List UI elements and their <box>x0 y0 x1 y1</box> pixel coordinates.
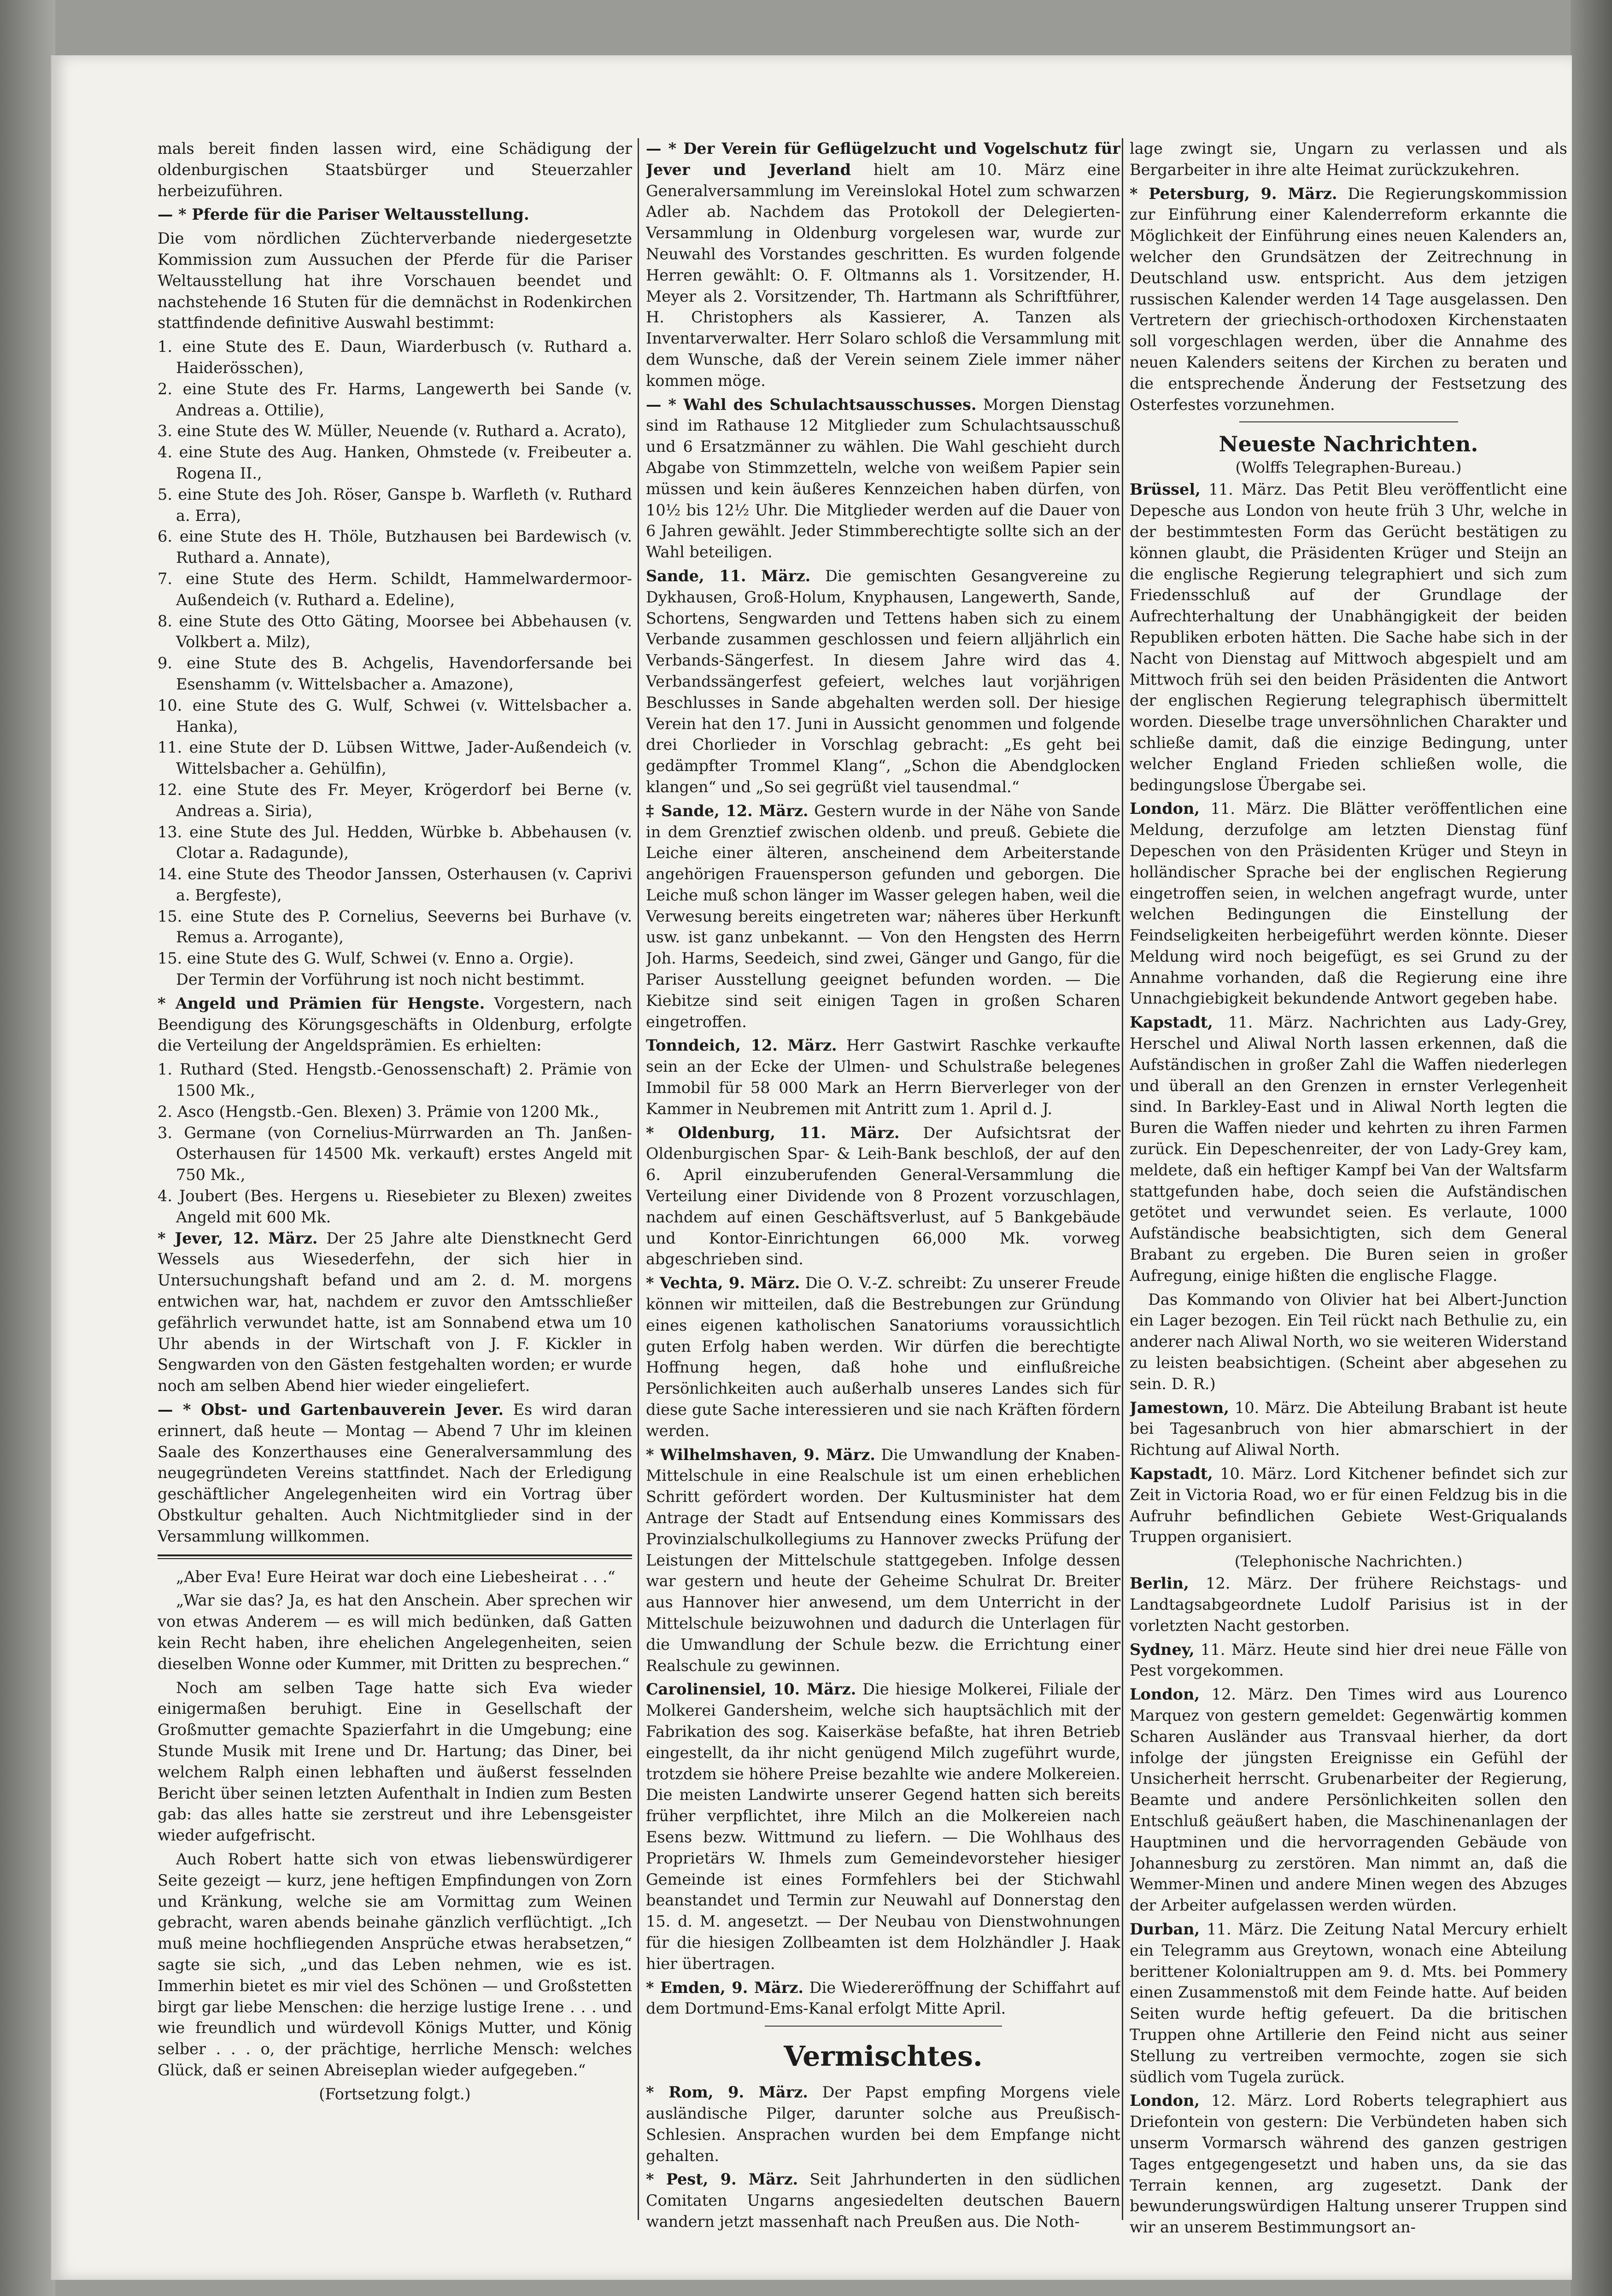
article-text: Die gemischten Gesangvereine zu Dykhausen, Groß-Holum, Knyphausen, Langewerth, Sande, Schortens, Sengwarden und Tettens haben sich zu einem Verbande zusammen geschlossen und feiern alljährlich ein Verbands-Sängerfest. In diesem Jahre wird das 4. Verbandssängerfest gefeiert, welches laut vorjährigen Beschlusses in Sande abgehalten werden soll. Der hiesige Verein hat den 17. Juni in Aussicht genommen und folgende drei Chorlieder in Vorschlag gebracht: „Es geht bei gedämpfter Trommel Klang“, „Schon die Abendglocken klangen“ und „So sei gegrüßt viel tausendmal.“ <box>646 567 1120 796</box>
article-title: Tonndeich, 12. März. <box>646 1036 837 1055</box>
list-item: 4. Joubert (Bes. Hergens u. Riesebieter zu Blexen) zweites Angeld mit 600 Mk. <box>158 1187 632 1226</box>
article-title: Brüssel, <box>1130 480 1201 499</box>
feuilleton-divider <box>158 1554 632 1559</box>
article-kapstadt-2 <box>1130 1463 1567 1548</box>
section-subheading: (Telephonische Nachrichten.) <box>1234 1552 1463 1571</box>
article-london-1 <box>1130 798 1567 1009</box>
article-pferde <box>158 204 632 225</box>
article-wilhelmshaven <box>646 1444 1120 1677</box>
article-text: Vorgestern, nach Beendigung des Körungsgeschäfts in Oldenburg, erfolgte die Verteilung der Angeldsprämien. Es erhielten: <box>158 994 632 1055</box>
article-text: 10. März. Die Abteilung Brabant ist heute bei Tagesanbruch von hier abmarschiert in der Richtung auf Aliwal North. <box>1130 1398 1567 1459</box>
article-title: * Emden, 9. März. <box>646 1978 804 1997</box>
article-title: * Pest, 9. März. <box>646 2170 798 2189</box>
article-tonndeich <box>646 1035 1120 1119</box>
article-text: Der Aufsichtsrat der Oldenburgischen Spar- & Leih-Bank beschloß, der auf den 6. April einzuberufenden General-Versammlung die Verteilung einer Dividende von 8 Prozent vorzuschlagen, nachdem auf einen Geschäftsverlust, auf 5 Bankgebäude und Kontor-Einrichtungen 66,000 Mk. vorweg abgeschrieben sind. <box>646 1123 1120 1268</box>
list-item: 12. eine Stute des Fr. Meyer, Krögerdorf bei Berne (v. Andreas a. Siria), <box>158 780 632 820</box>
novel-paragraph: „War sie das? Ja, es hat den Anschein. Aber sprechen wir von etwas Anderem — es will mich bedünken, daß Gatten kein Recht haben, ihre ehelichen Angelegenheiten, seien dieselben Wonne oder Kummer, mit Dritten zu besprechen.“ <box>158 1591 632 1673</box>
article-text: Gestern wurde in der Nähe von Sande in dem Grenztief zwischen oldenb. und preuß. Gebiete die Leiche einer älteren, anscheinend dem Arbeiterstande angehörigen Frauensperson gefunden und geborgen. Die Leiche muß schon länger im Wasser gelegen haben, weil die Verwesung bereits eingetreten war; näheres über Herkunft usw. ist ganz unbekannt. — Von den Hengsten des Herrn Joh. Harms, Seedeich, sind zwei, Gänger und Gango, für die Pariser Ausstellung geeignet befunden worden. — Die Kiebitze sind seit einigen Tagen in großen Scharen eingetroffen. <box>646 801 1120 1031</box>
article-title: Sande, 11. März. <box>646 567 811 585</box>
article-title: — * Wahl des Schulachtsausschusses. <box>646 395 977 414</box>
article-text: Die Regierungskommission zur Einführung einer Kalenderreform erkannte die Möglichkeit der Einführung eines neuen Kalenders an, welcher den Grundsätzen der Zeitrechnung in Deutschland usw. entspricht. Aus dem jetzigen russischen Kalender werden 14 Tage ausgelassen. Den Vertretern der griechisch-orthodoxen Kirchenstaaten soll vorgeschlagen werden, über die Annahme des neuen Kalenders seitens der Kirchen zu beraten und die entsprechende Änderung der Festsetzung des Osterfestes vorzunehmen. <box>1130 184 1567 414</box>
article-text: 10. März. Lord Kitchener befindet sich zur Zeit in Victoria Road, wo er für einen Feldzug bis in die Aufruhr befindlichen Gebiete West-Griqualands Truppen organisiert. <box>1130 1465 1567 1546</box>
list-item: 1. eine Stute des E. Daun, Wiarderbusch (v. Ruthard a. Haiderösschen), <box>158 338 632 377</box>
novel-paragraph: Auch Robert hatte sich von etwas liebenswürdigerer Seite gezeigt — kurz, jene heftigen Empfindungen von Zorn und Kränkung, welche sie am Vormittag zum Weinen gebracht, waren abends beinahe gänzlich verflüchtigt. „Ich muß meine hochfliegenden Ansprüche etwas herabsetzen,“ sagte sie sich, „und das Leben nehmen, wie es ist. Immerhin bietet es mir viel des Schönen — und Großstetten birgt gar liebe Menschen: die herzige lustige Irene . . . und wie freundlich und würdevoll Königs Mutter, und König selber . . . o, der prächtige, herrliche Mensch: welches Glück, daß er seinen Abreiseplan wieder aufgegeben.“ <box>158 1850 632 2079</box>
article-text: Morgen Dienstag sind im Rathause 12 Mitglieder zum Schulachtsausschuß und 6 Ersatzmänner zu wählen. Die Wahl geschieht durch Abgabe von Stimmzetteln, welche von weißem Papier sein müssen und kein äußeres Kennzeichen haben dürfen, von 10½ bis 12½ Uhr. Die Mitglieder werden auf die Dauer von 6 Jahren gewählt. Jeder Stimmberechtigte sollte sich an der Wahl beteiligen. <box>646 395 1120 561</box>
article-london-3 <box>1130 2090 1567 2238</box>
article-vechta <box>646 1273 1120 1441</box>
novel-paragraph: „Aber Eva! Eure Heirat war doch eine Liebesheirat . . .“ <box>176 1567 615 1586</box>
article-text: Der Papst empfing Morgens viele ausländische Pilger, darunter solche aus Preußisch-Schlesien. Ansprachen wurden bei dem Empfange nicht gehalten. <box>646 2083 1120 2165</box>
list-item: 2. eine Stute des Fr. Harms, Langewerth bei Sande (v. Andreas a. Ottilie), <box>158 380 632 419</box>
article-title: * Oldenburg, 11. März. <box>646 1123 900 1142</box>
article-durban <box>1130 1919 1567 2087</box>
article-text: Die O. V.-Z. schreibt: Zu unserer Freude können wir mitteilen, daß die Bestrebungen zur Gründung eines eigenen katholischen Sanatoriums voraussichtlich guten Erfolg haben werden. Wir dürfen die berechtigte Hoffnung hegen, daß hohe und einflußreiche Persönlichkeiten auch außerhalb unseres Landes sich für diese gute Sache interessieren und sie nach Kräften fördern werden. <box>646 1274 1120 1440</box>
article-title: Durban, <box>1130 1920 1200 1938</box>
list-item: 5. eine Stute des Joh. Röser, Ganspe b. Warfleth (v. Ruthard a. Erra), <box>158 485 632 525</box>
article-verein <box>646 138 1120 391</box>
article-text: 11. März. Die Zeitung Natal Mercury erhielt ein Telegramm aus Greytown, wonach eine Abteilung berittener Kolonialtruppen am 9. d. Mts. bei Pommery einen Zusammenstoß mit dem Feinde hatte. Auf beiden Seiten wurde heftig gefeuert. Da die britischen Truppen ohne Artillerie den Feind nicht aus seiner Stellung zu vertreiben vermochte, zogen sie sich südlich vom Tugela zurück. <box>1130 1920 1567 2086</box>
list-item: 13. eine Stute des Jul. Hedden, Würbke b. Abbehausen (v. Clotar a. Radagunde), <box>158 823 632 862</box>
article-text: Die vom nördlichen Züchterverbande niedergesetzte Kommission zum Aussuchen der Pferde für die Pariser Weltausstellung hat ihre Vorschauen beendet und nachstehende 16 Stuten für die demnächst in Rodenkirchen stattfindende definitive Auswahl bestimmt: <box>158 229 632 332</box>
list-item: 10. eine Stute des G. Wulf, Schwei (v. Wittelsbacher a. Hanka), <box>158 696 632 736</box>
article-title: Jamestown, <box>1130 1398 1229 1417</box>
list-item: 8. eine Stute des Otto Gäting, Moorsee bei Abbehausen (v. Volkbert a. Milz), <box>158 612 632 651</box>
article-petersburg <box>1130 183 1567 415</box>
article-berlin <box>1130 1573 1567 1636</box>
article-title: London, <box>1130 800 1200 818</box>
article-text: 11. März. Die Blätter veröffentlichen eine Meldung, derzufolge am letzten Dienstag fünf Depeschen von den Präsidenten Krüger und Steyn in holländischer Sprache bei der englischen Regierung eingetroffen seien, in welchen angefragt wurde, unter welchen Bedingungen die Einstellung der Feindseligkeiten herbeigeführt werden könnte. Dieser Meldung wird noch beigefügt, es sei Grund zu der Annahme vorhanden, daß die Regierung eine ihre Unnachgiebigkeit bekundende Antwort gegeben habe. <box>1130 800 1567 1008</box>
article-text: lage zwingt sie, Ungarn zu verlassen und als Bergarbeiter in ihre alte Heimat zurückzukehren. <box>1130 140 1567 179</box>
article-title: — * Pferde für die Pariser Weltausstellung. <box>158 205 529 224</box>
article-angeld <box>158 993 632 1056</box>
article-kapstadt-1 <box>1130 1012 1567 1286</box>
column-3 <box>1130 138 1567 2257</box>
article-title: — * Der Verein für Geflügelzucht und Vogelschutz für Jever und Jeverland <box>646 140 1120 179</box>
article-title: * Vechta, 9. März. <box>646 1274 800 1292</box>
article-title: Kapstadt, <box>1130 1013 1213 1032</box>
article-title: * Wilhelmshaven, 9. März. <box>646 1445 875 1464</box>
article-title: Sydney, <box>1130 1640 1195 1659</box>
article-sande-1 <box>646 566 1120 798</box>
list-item: 7. eine Stute des Herm. Schildt, Hammelwardermoor-Außendeich (v. Ruthard a. Edeline), <box>158 569 632 609</box>
article-text: hielt am 10. März eine Generalversammlung im Vereinslokal Hotel zum schwarzen Adler ab. Nachdem das Protokoll der Delegierten-Versammlung in Oldenburg vorgelesen war, wurde zur Neuwahl des Vorstandes geschritten. Es wurden folgende Herren gewählt: O. F. Oltmanns als 1. Vorsitzender, H. Meyer als 2. Vorsitzender, Th. Hartmann als Schriftführer, H. Christophers als Kassierer, A. Tanzen als Inventarverwalter. Herr Solaro schloß die Versammlung mit dem Wunsche, daß der Verein seinem Ziele immer näher kommen möge. <box>646 160 1120 390</box>
article-title: * Rom, 9. März. <box>646 2083 808 2102</box>
section-heading: Vermischtes. <box>784 2040 983 2073</box>
list-item: 15. eine Stute des P. Cornelius, Seeverns bei Burhave (v. Remus a. Arrogante), <box>158 907 632 946</box>
article-london-2 <box>1130 1684 1567 1916</box>
article-text: Die hiesige Molkerei, Filiale der Molkerei Gandersheim, welche sich hauptsächlich mit der Fabrikation des sog. Kaiserkäse befaßte, hat ihren Betrieb eingestellt, da ihr nicht genügend Milch zugeführt wurde, trotzdem sie höhere Preise bezahlte wie andere Molkereien. Die meisten Landwirte unserer Gegend hatten sich bereits früher verpflichtet, ihre Milch an die Molkereien nach Esens bezw. Wittmund zu liefern. — Die Wohlhaus des Proprietärs W. Ihmels zum Gemeindevorsteher hiesiger Gemeinde ist eines Formfehlers bei der Stichwahl beanstandet und Termin zur Neuwahl auf Donnerstag den 15. d. M. angesetzt. — Der Neubau von Dienstwohnungen für die hiesigen Zollbeamten ist dem Holzhändler J. Haak hier übertragen. <box>646 1680 1120 1973</box>
article-text: 12. März. Lord Roberts telegraphiert aus Driefontein von gestern: Die Verbündeten haben sich unserm Vormarsch während des ganzen gestrigen Tages entgegengesetzt und haben uns, da sie das Terrain kennen, arg zugesetzt. Dank der bewunderungswürdigen Haltung unserer Truppen sind wir an unserem Bestimmungsort an- <box>1130 2092 1567 2237</box>
list-item: 2. Asco (Hengstb.-Gen. Blexen) 3. Prämie von 1200 Mk., <box>158 1102 599 1121</box>
article-oldenburg <box>646 1122 1120 1270</box>
article-carolinensiel <box>646 1679 1120 1974</box>
article-title: * Jever, 12. März. <box>158 1229 318 1247</box>
article-text: 12. März. Der frühere Reichstags- und Landtagsabgeordnete Ludolf Parisius ist in der vorletzten Nacht gestorben. <box>1130 1574 1567 1635</box>
section-heading: Neueste Nachrichten. <box>1219 432 1478 457</box>
article-wahl <box>646 394 1120 563</box>
scan-left-edge <box>0 0 55 2296</box>
column-2 <box>646 138 1120 2257</box>
article-rom <box>646 2082 1120 2166</box>
article-text: 11. März. Das Petit Bleu veröffentlicht eine Depesche aus London von heute früh 3 Uhr, welche in der bestimmtesten Form das Gerücht bestätigen zu können glaubt, die Präsidenten Krüger und Steijn an die englische Regierung telegraphiert und sich zum Friedensschluß auf der Grundlage der Aufrechterhaltung der Unabhängigkeit der beiden Republiken erboten hätten. Die Sache habe sich in der Nacht von Dienstag auf Mittwoch abgespielt und am Mittwoch früh sei den beiden Präsidenten die Antwort der englischen Regierung telegraphisch übermittelt worden. Dieselbe trage unversöhnlichen Charakter und schließe damit, daß die einzige Bedingung, unter welcher England Frieden schließen wolle, die bedingungslose Übergabe sei. <box>1130 480 1567 794</box>
article-kommando: Das Kommando von Olivier hat bei Albert-Junction ein Lager bezogen. Ein Teil rückt nach Bethulie zu, ein anderer nach Aliwal North, wo sie weiteren Widerstand zu leisten beabsichtigen. (Scheint aber abgesehen zu sein. D. R.) <box>1130 1290 1567 1393</box>
list-item: 15. eine Stute des G. Wulf, Schwei (v. Enno a. Orgie). <box>158 949 574 968</box>
article-title: Kapstadt, <box>1130 1465 1213 1483</box>
article-jamestown <box>1130 1397 1567 1461</box>
article-text: Herr Gastwirt Raschke verkaufte sein an der Ecke der Ulmen- und Schulstraße belegenes Immobil für 58 000 Mark an Herrn Bierverleger von der Kammer in Neubremen mit Antritt zum 1. April d. J. <box>646 1036 1120 1118</box>
list-item: 11. eine Stute der D. Lübsen Wittwe, Jader-Außendeich (v. Wittelsbacher a. Gehülfin), <box>158 738 632 778</box>
article-title: Berlin, <box>1130 1574 1189 1593</box>
newspaper-page <box>51 55 1572 2280</box>
article-obst <box>158 1399 632 1547</box>
article-text: Es wird daran erinnert, daß heute — Montag — Abend 7 Uhr im kleinen Saale des Konzerthauses eine Generalversammlung des neugegründeten Vereins stattfindet. Nach der Erledigung geschäftlicher Angelegenheiten wird ein Vortrag über Obstkultur gehalten. Auch Nichtmitglieder sind in der Versammlung willkommen. <box>158 1401 632 1545</box>
article-bruessel <box>1130 479 1567 795</box>
continuation-note: (Fortsetzung folgt.) <box>319 2085 471 2103</box>
column-rule <box>1122 138 1123 2220</box>
list-item: 6. eine Stute des H. Thöle, Butzhausen bei Bardewisch (v. Ruthard a. Annate), <box>158 527 632 567</box>
article-title: — * Obst- und Gartenbauverein Jever. <box>158 1401 504 1419</box>
article-emden <box>646 1977 1120 2020</box>
article-text: 12. März. Den Times wird aus Lourenco Marquez von gestern gemeldet: Gegenwärtig kommen Scharen Ausländer aus Transvaal hierher, da dort infolge der jüngsten Ereignisse ein Gefühl der Unsicherheit herrscht. Grubenarbeiter der Regierung, Beamte und andere Persönlichkeiten sollen den Entschluß geäußert haben, die Maschinenanlagen der Hauptminen und die hervorragenden Gebäude von Johannesburg zu zerstören. Man nimmt an, daß die Wemmer-Minen und andere Minen wegen des Abzuges der Arbeiter aufgelassen werden würden. <box>1130 1685 1567 1915</box>
scan-right-edge <box>1571 0 1612 2296</box>
article-title: London, <box>1130 1685 1200 1704</box>
article-title: ‡ Sande, 12. März. <box>646 801 809 820</box>
article-text: Der Termin der Vorführung ist noch nicht bestimmt. <box>176 970 585 989</box>
article-sydney <box>1130 1639 1567 1682</box>
list-item: 9. eine Stute des B. Achgelis, Havendorfersande bei Esenshamm (v. Wittelsbacher a. Amazone), <box>158 654 632 693</box>
article-text: Der 25 Jahre alte Dienstknecht Gerd Wessels aus Wiesederfehn, der sich hier in Untersuchungshaft befand und am 2. d. M. morgens entwichen war, hat, nachdem er zuvor den Amtsschließer gefährlich verwundet hatte, ist am Sonnabend etwa um 10 Uhr abends in der Wirtschaft von J. F. Kickler in Sengwarden von den Gästen festgehalten worden; er wurde noch am selben Abend hier wieder eingeliefert. <box>158 1229 632 1395</box>
article-title: * Angeld und Prämien für Hengste. <box>158 994 485 1012</box>
article-title: London, <box>1130 2092 1200 2110</box>
article-text: 11. März. Heute sind hier drei neue Fälle von Pest vorgekommen. <box>1130 1640 1567 1680</box>
list-item: 1. Ruthard (Sted. Hengstb.-Genossenschaft) 2. Prämie von 1500 Mk., <box>158 1060 632 1100</box>
angeld-list <box>158 1059 632 1227</box>
novel-paragraph: Noch am selben Tage hatte sich Eva wieder einigermaßen beruhigt. Eine in Gesellschaft der Großmutter gemachte Spazierfahrt in die Umgebung; eine Stunde Musik mit Irene und Dr. Hartung; das Diner, bei welchem Ralph einen lebhaften und äußerst fesselnden Bericht über seinen letzten Aufenthalt in Indien zum Besten gab: das alles hatte sie zerstreut und ihre Lebensgeister wieder aufgefrischt. <box>158 1678 632 1845</box>
list-item: 3. Germane (von Cornelius-Mürrwarden an Th. Janßen-Osterhausen für 14500 Mk. verkauft) erstes Angeld mit 750 Mk., <box>158 1123 632 1184</box>
column-rule <box>638 138 639 2220</box>
stuten-list <box>158 336 632 969</box>
article-text: Seit Jahrhunderten in den südlichen Comitaten Ungarns angesiedelten deutschen Bauern wandern jetzt massenhaft nach Preußen aus. Die Noth- <box>646 2170 1120 2231</box>
section-divider <box>765 2026 1002 2027</box>
article-title: Carolinensiel, 10. März. <box>646 1680 856 1699</box>
article-text: Die Wiedereröffnung der Schiffahrt auf dem Dortmund-Ems-Kanal erfolgt Mitte April. <box>646 1978 1120 2018</box>
article-text: Die Umwandlung der Knaben-Mittelschule in eine Realschule ist um einen erheblichen Schritt gefördert worden. Der Kultusminister hat dem Antrage der Stadt auf Entsendung eines Kommissars des Provinzialschulkollegiums zu Hannover zwecks Prüfung der Leistungen der Mittelschule stattgegeben. Infolge dessen war gestern und heute der Geheime Schulrat Dr. Breiter aus Hannover hier anwesend, um dem Unterricht in der Mittelschule beizuwohnen und dadurch die Unterlagen für die Umwandlung der Schule bezw. die Errichtung einer Realschule zu gewinnen. <box>646 1445 1120 1675</box>
list-item: 4. eine Stute des Aug. Hanken, Ohmstede (v. Freibeuter a. Rogena II., <box>158 443 632 482</box>
article-jever <box>158 1228 632 1396</box>
article-text: 11. März. Nachrichten aus Lady-Grey, Herschel und Aliwal North lassen erkennen, daß die Aufständischen in großer Zahl die Waffen niederlegen und überall an den Grenzen in ernster Verlegenheit sind. In Barkley-East und in Aliwal North legten die Buren die Waffen nieder und kehrten zu ihren Farmen zurück. Ein Depeschenreiter, der von Lady-Grey kam, meldete, daß ein heftiger Kampf bei Van der Waltsfarm stattgefunden habe, doch seien die Aufständischen getötet und verwundet seien. Es verlaute, 1000 Aufständische beabsichtigten, sich dem General Brabant zu ergeben. Die Buren seien in großer Aufregung, einige hißten die englische Flagge. <box>1130 1013 1567 1285</box>
article-sande-2 <box>646 800 1120 1033</box>
intro-text: mals bereit finden lassen wird, eine Schädigung der oldenburgischen Staatsbürger und Steuerzahler herbeizuführen. <box>158 140 632 200</box>
feuilleton-novel <box>158 1566 632 2105</box>
list-item: 3. eine Stute des W. Müller, Neuende (v. Ruthard a. Acrato), <box>158 422 627 440</box>
column-1 <box>158 138 632 2257</box>
list-item: 14. eine Stute des Theodor Janssen, Osterhausen (v. Caprivi a. Bergfeste), <box>158 865 632 904</box>
section-divider <box>1239 421 1458 422</box>
article-title: * Petersburg, 9. März. <box>1130 184 1337 203</box>
article-pest <box>646 2169 1120 2232</box>
section-subheading: (Wolffs Telegraphen-Bureau.) <box>1235 458 1462 477</box>
